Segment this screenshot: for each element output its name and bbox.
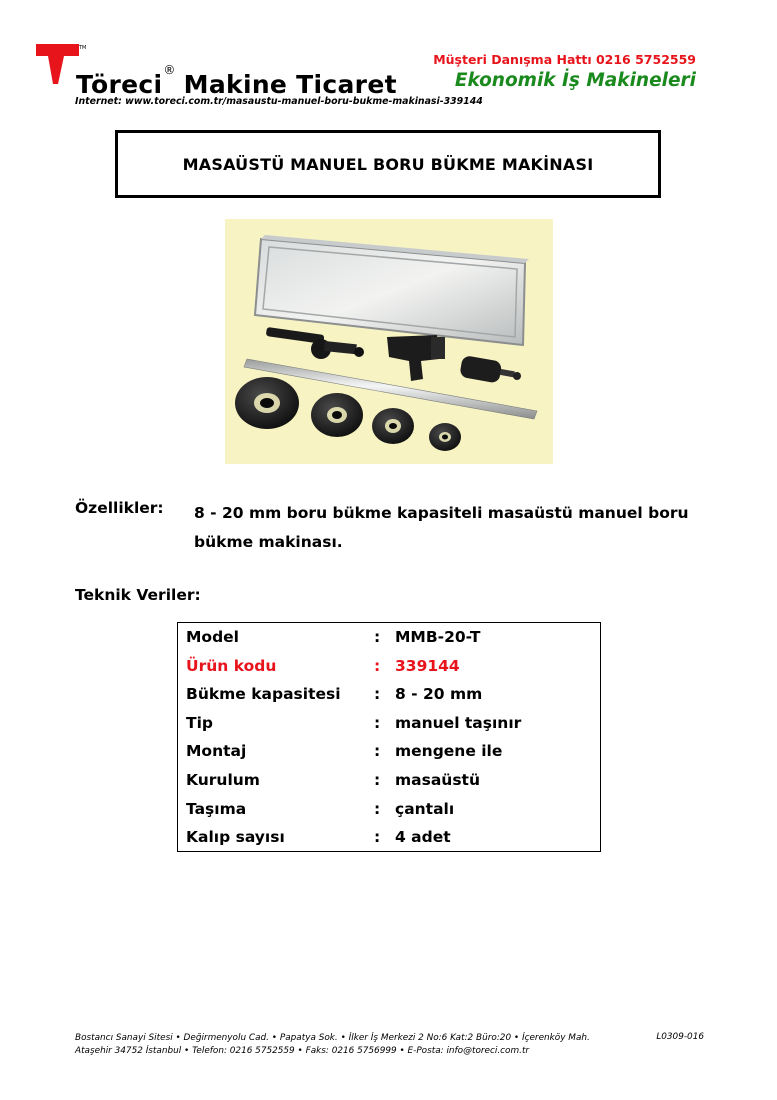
registered-mark: ® xyxy=(163,63,176,77)
spec-value: mengene ile xyxy=(395,742,503,761)
brand-toreci: Töreci xyxy=(76,70,163,100)
footer-line-2: Ataşehir 34752 İstanbul • Telefon: 0216 5752559 • Faks: 0216 5756999 • E-Posta: info@toreci.com.tr xyxy=(75,1046,530,1056)
spec-separator: : xyxy=(374,770,381,789)
brand-subtitle: Makine Ticaret xyxy=(183,70,397,100)
spec-value: manuel taşınır xyxy=(395,713,522,732)
spec-value: MMB-20-T xyxy=(395,628,481,646)
customer-hotline: Müşteri Danışma Hattı 0216 5752559 xyxy=(433,52,696,67)
spec-key: Kalıp sayısı xyxy=(186,828,285,847)
product-photo xyxy=(225,219,553,464)
website-url: Internet: www.toreci.com.tr/masaustu-manuel-boru-bukme-makinasi-339144 xyxy=(75,96,483,107)
spec-table xyxy=(177,622,601,852)
spec-separator: : xyxy=(374,799,381,818)
technical-data-label: Teknik Veriler: xyxy=(75,586,201,604)
spec-row-mounting xyxy=(178,739,600,768)
spec-key: Ürün kodu xyxy=(186,656,277,675)
spec-row-product-code xyxy=(178,654,600,683)
spec-separator: : xyxy=(374,685,381,704)
spec-value: 8 - 20 mm xyxy=(395,685,483,704)
spec-key: Kurulum xyxy=(186,770,260,789)
spec-key: Montaj xyxy=(186,742,247,761)
spec-value: çantalı xyxy=(395,799,455,818)
trademark-mark: TM xyxy=(79,45,87,51)
spec-value: 339144 xyxy=(395,656,460,675)
spec-separator: : xyxy=(374,742,381,761)
spec-row-transport xyxy=(178,797,600,826)
spec-separator: : xyxy=(374,628,381,646)
spec-separator: : xyxy=(374,713,381,732)
footer-address xyxy=(75,1032,590,1058)
spec-key: Model xyxy=(186,628,239,646)
spec-separator: : xyxy=(374,828,381,847)
spec-row-bending-capacity xyxy=(178,682,600,711)
company-slogan: Ekonomik İş Makineleri xyxy=(454,70,696,91)
spec-row-type xyxy=(178,711,600,740)
spec-key: Bükme kapasitesi xyxy=(186,685,341,704)
document-code: L0309-016 xyxy=(656,1032,704,1042)
spec-row-die-count xyxy=(178,825,600,854)
features-text: 8 - 20 mm boru bükme kapasiteli masaüstü manuel boru bükme makinası. xyxy=(194,504,689,551)
spec-row-installation xyxy=(178,768,600,797)
spec-separator: : xyxy=(374,656,381,675)
spec-key: Tip xyxy=(186,713,213,732)
spec-key: Taşıma xyxy=(186,799,247,818)
spec-value: 4 adet xyxy=(395,828,451,847)
title-box xyxy=(115,130,661,198)
footer-line-1: Bostancı Sanayi Sitesi • Değirmenyolu Cad. • Papatya Sok. • İlker İş Merkezi 2 No:6 Kat:2 Büro:20 • İçerenköy Mah. xyxy=(75,1033,590,1043)
spec-value: masaüstü xyxy=(395,770,481,789)
document-title: MASAÜSTÜ MANUEL BORU BÜKME MAKİNASI xyxy=(182,154,594,174)
spec-row-model xyxy=(178,625,600,654)
features-label: Özellikler: xyxy=(75,499,164,517)
